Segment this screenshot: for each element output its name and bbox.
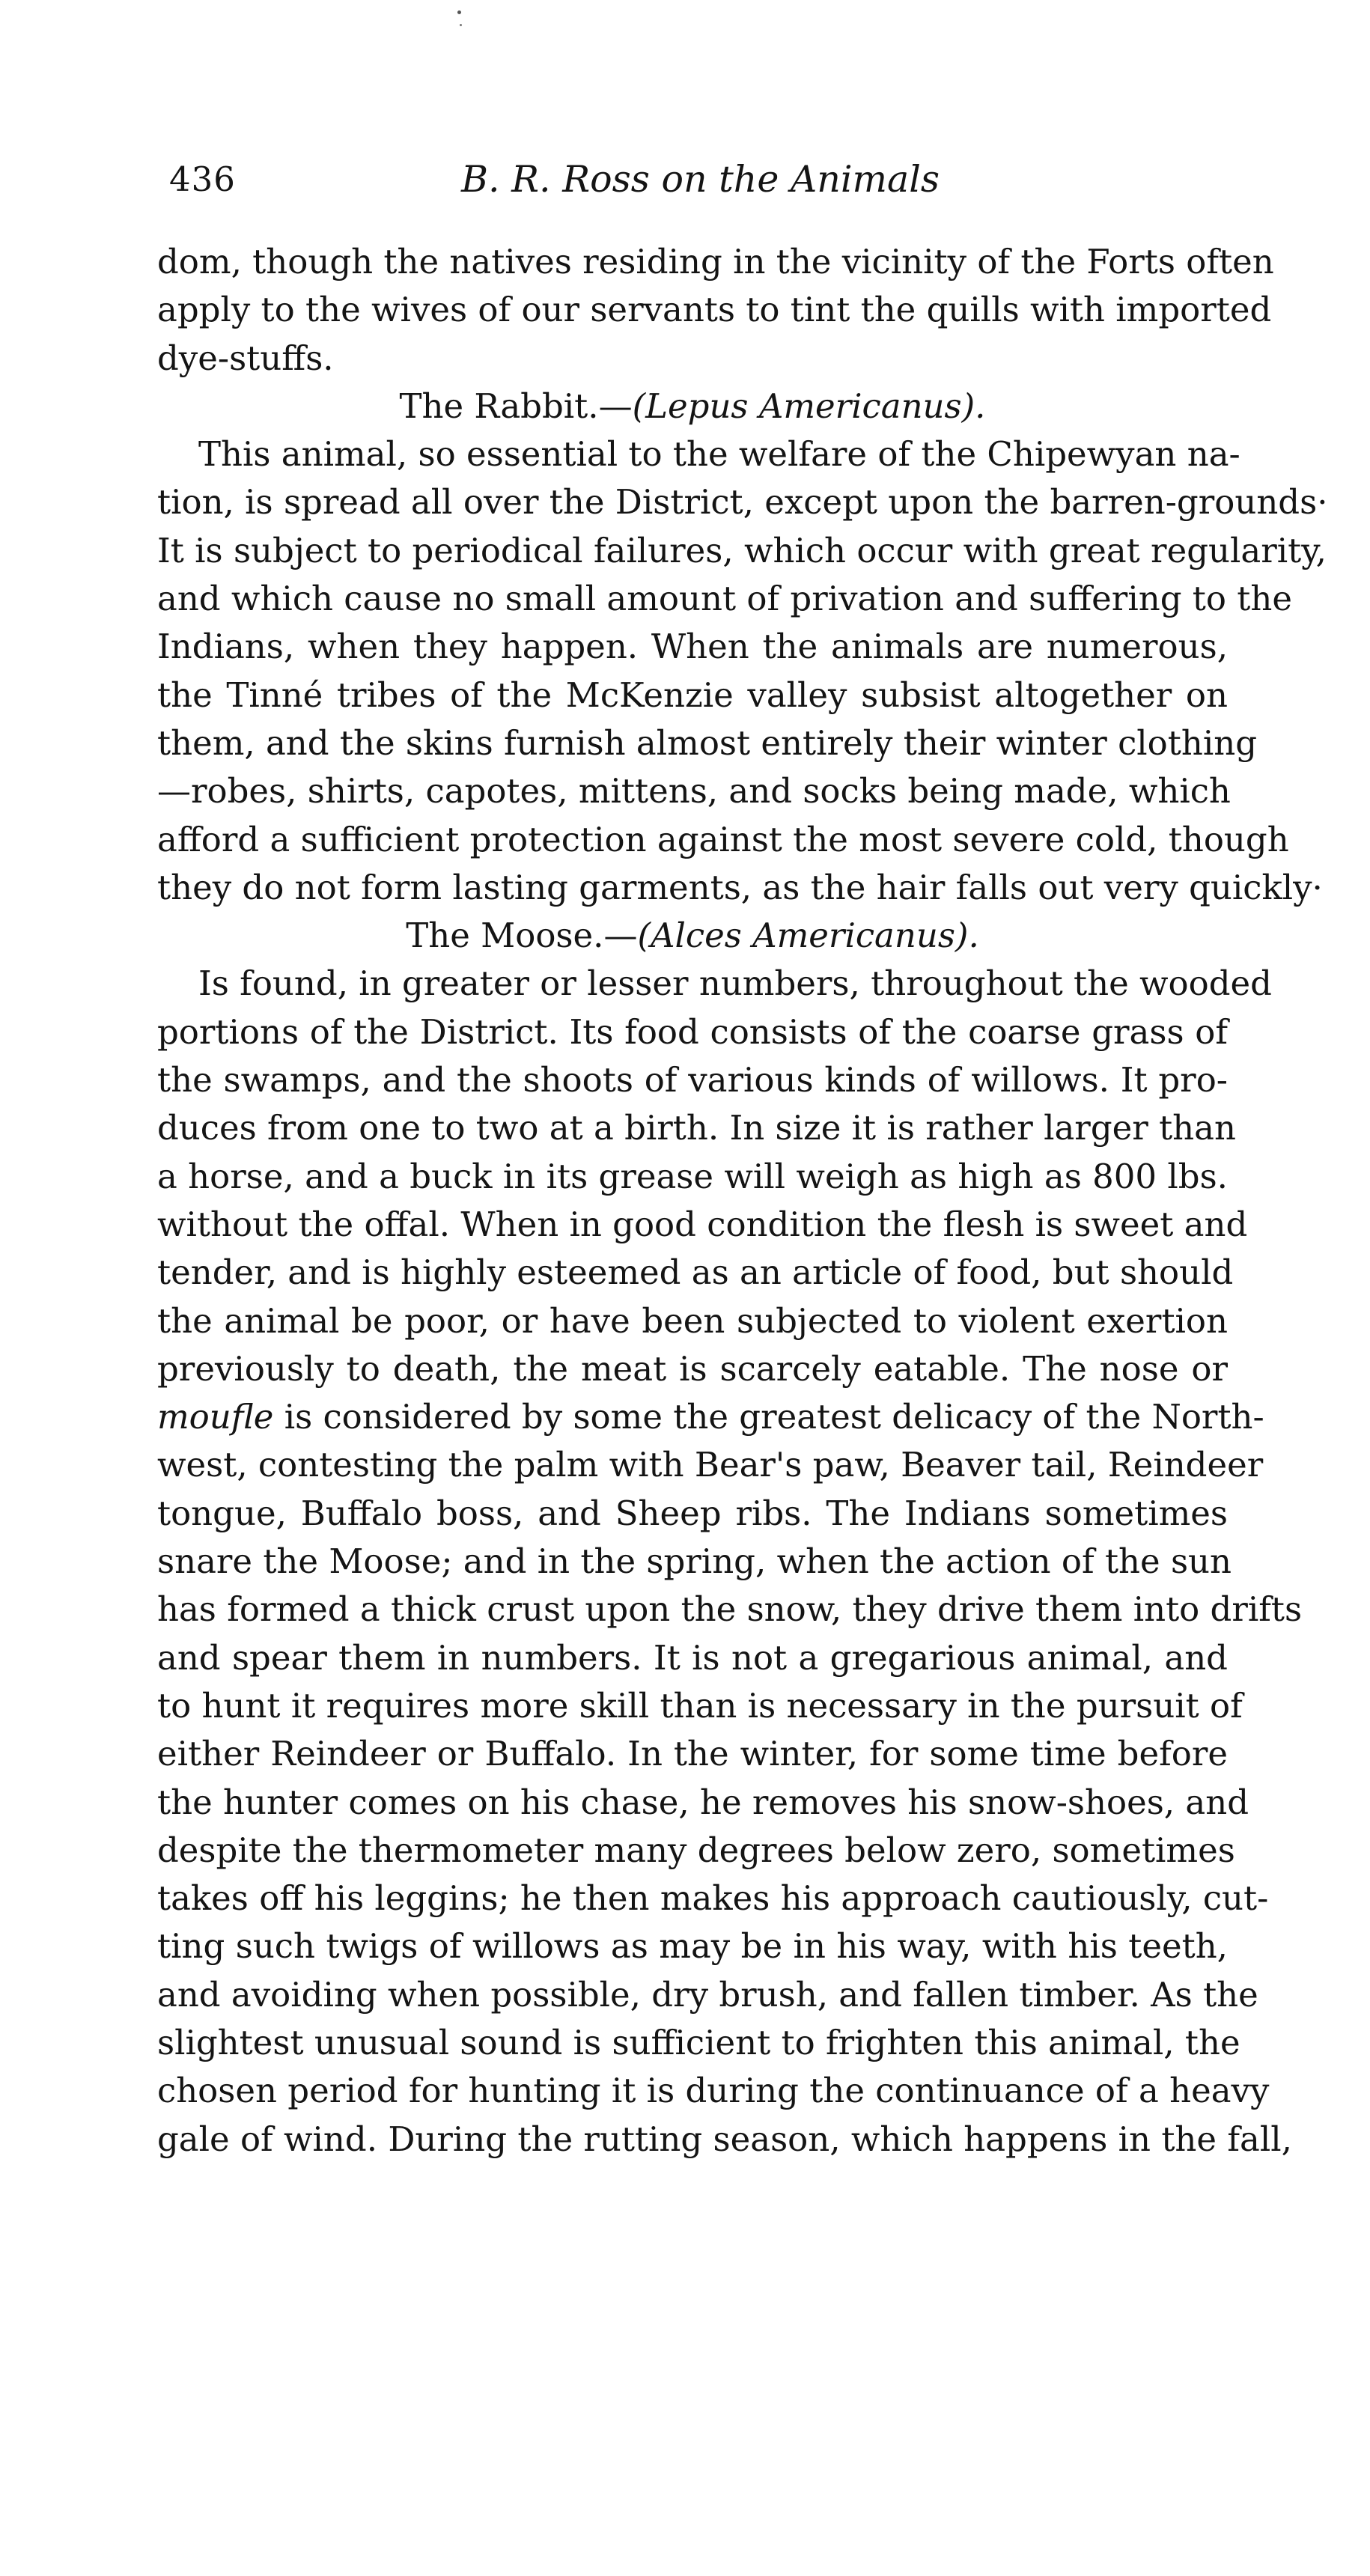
text-line: them, and the skins furnish almost entirely their winter clothing [157, 722, 1258, 763]
page-number: 436 [169, 159, 236, 199]
text-line: tion, is spread all over the District, except upon the barren-grounds· [157, 482, 1328, 523]
page-header [169, 153, 1225, 206]
text-line: afford a sufficient protection against the most severe cold, though [157, 819, 1289, 859]
text-line: a horse, and a buck in its grease will weigh as high as 800 lbs. [157, 1156, 1228, 1196]
text-line: west, contesting the palm with Bear's paw, Beaver tail, Reindeer [157, 1445, 1264, 1485]
text-line: and which cause no small amount of privation and suffering to the [157, 579, 1292, 619]
text-line: tongue, Buffalo boss, and Sheep ribs. The Indians sometimes [157, 1493, 1228, 1533]
text-fragment: is considered by some the greatest delicacy of the North- [273, 1397, 1264, 1437]
text-line: to hunt it requires more skill than is necessary in the pursuit of [157, 1685, 1243, 1726]
text-line: duces from one to two at a birth. In size it is rather larger than [157, 1108, 1236, 1148]
text-line: gale of wind. During the rutting season, which happens in the fall, [157, 2119, 1292, 2159]
text-line: they do not form lasting garments, as the hair falls out very quickly· [157, 867, 1323, 907]
text-line: dye-stuffs. [157, 338, 334, 378]
section-heading-rabbit [157, 383, 1228, 430]
text-line: and avoiding when possible, dry brush, and fallen timber. As the [157, 1974, 1258, 2015]
text-line: portions of the District. Its food consists of the coarse grass of [157, 1011, 1228, 1052]
running-head: B. R. Ross on the Animals [461, 158, 940, 201]
text-line: takes off his leggins; he then makes his approach cautiously, cut- [157, 1878, 1269, 1919]
text-line: —robes, shirts, capotes, mittens, and socks being made, which [157, 771, 1231, 812]
heading-title: The Moose.— [406, 916, 638, 956]
heading-latin-name: (Lepus Americanus). [632, 386, 986, 426]
text-line: Indians, when they happen. When the animals are numerous, [157, 627, 1228, 667]
text-line: the Tinné tribes of the McKenzie valley subsist altogether on [157, 675, 1228, 715]
text-line: the hunter comes on his chase, he removes his snow-shoes, and [157, 1782, 1249, 1822]
ink-speck [457, 10, 461, 14]
text-line: has formed a thick crust upon the snow, they drive them into drifts [157, 1589, 1303, 1630]
text-line: snare the Moose; and in the spring, when the action of the sun [157, 1541, 1232, 1582]
text-line: It is subject to periodical failures, which occur with great regularity, [157, 530, 1327, 570]
heading-title: The Rabbit.— [399, 386, 633, 426]
text-line: Is found, in greater or lesser numbers, throughout the wooded [198, 963, 1272, 1004]
text-line: the animal be poor, or have been subjected to violent exertion [157, 1300, 1228, 1341]
text-line: apply to the wives of our servants to tint the quills with imported [157, 290, 1272, 330]
ink-speck [460, 24, 462, 26]
text-line [157, 1393, 1264, 1441]
heading-latin-name: (Alces Americanus). [637, 916, 979, 956]
text-line: and spear them in numbers. It is not a gregarious animal, and [157, 1637, 1228, 1678]
text-line: without the offal. When in good condition the flesh is sweet and [157, 1204, 1248, 1244]
text-line: tender, and is highly esteemed as an article of food, but should [157, 1252, 1234, 1293]
text-line: previously to death, the meat is scarcely eatable. The nose or [157, 1348, 1228, 1389]
text-line: This animal, so essential to the welfare of the Chipewyan na- [198, 434, 1240, 475]
body-text [157, 238, 1328, 2164]
text-line: either Reindeer or Buffalo. In the winter, for some time before [157, 1734, 1228, 1774]
text-line: chosen period for hunting it is during the continuance of a heavy [157, 2071, 1270, 2111]
text-line: despite the thermometer many degrees below zero, sometimes [157, 1830, 1235, 1870]
italic-word: moufle [157, 1397, 274, 1437]
section-heading-moose [157, 912, 1228, 960]
text-line: ting such twigs of willows as may be in his way, with his teeth, [157, 1926, 1228, 1967]
text-line: dom, though the natives residing in the vicinity of the Forts often [157, 242, 1274, 281]
text-line: slightest unusual sound is sufficient to frighten this animal, the [157, 2022, 1240, 2062]
text-line: the swamps, and the shoots of various kinds of willows. It pro- [157, 1060, 1228, 1100]
